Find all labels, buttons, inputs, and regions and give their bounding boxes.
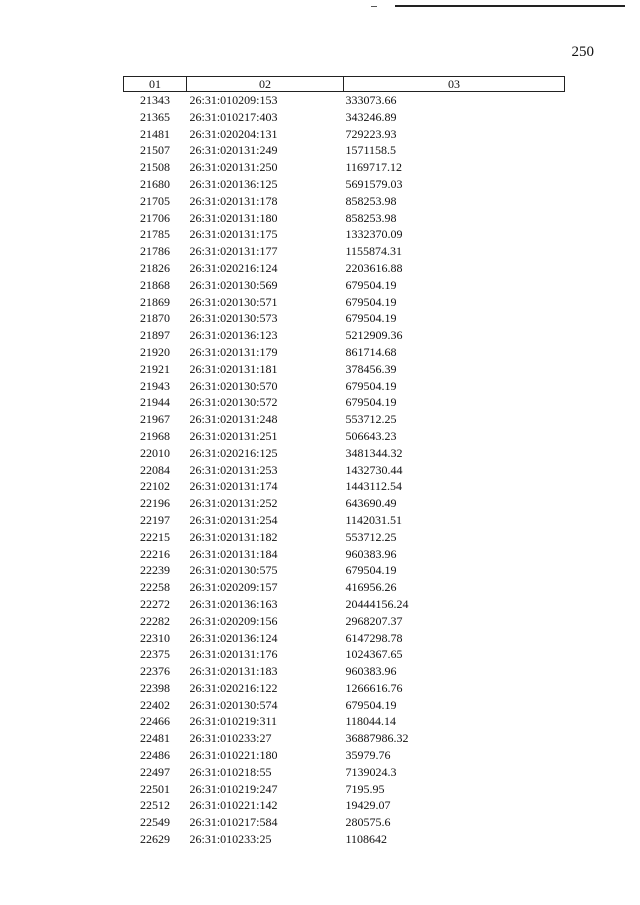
cell-cadastral-number: 26:31:020130:569 bbox=[189, 277, 278, 292]
table-row bbox=[124, 361, 565, 378]
cell-id: 21943 bbox=[140, 378, 170, 393]
cell-cadastral-number: 26:31:020131:178 bbox=[189, 193, 278, 208]
cell-id: 21920 bbox=[140, 344, 170, 359]
cell-id: 22310 bbox=[140, 630, 170, 645]
table-row bbox=[124, 495, 565, 512]
cell-value: 2968207.37 bbox=[345, 613, 403, 628]
cell-value: 36887986.32 bbox=[345, 731, 409, 746]
cell-value: 679504.19 bbox=[345, 294, 397, 309]
cell-value: 19429.07 bbox=[345, 798, 391, 813]
cell-cadastral-number: 26:31:020131:184 bbox=[189, 546, 278, 561]
cell-cadastral-number: 26:31:010217:584 bbox=[189, 815, 278, 830]
table-row bbox=[124, 193, 565, 210]
table-row bbox=[124, 781, 565, 798]
cell-id: 21785 bbox=[140, 227, 170, 242]
cell-cadastral-number: 26:31:020131:248 bbox=[189, 412, 278, 427]
cell-cadastral-number: 26:31:010221:180 bbox=[189, 748, 278, 763]
table-row bbox=[124, 243, 565, 260]
cell-cadastral-number: 26:31:020136:124 bbox=[189, 630, 278, 645]
cell-cadastral-number: 26:31:020136:123 bbox=[189, 328, 278, 343]
table-row bbox=[124, 478, 565, 495]
cell-id: 22196 bbox=[140, 496, 170, 511]
cell-value: 960383.96 bbox=[345, 664, 397, 679]
table-row bbox=[124, 394, 565, 411]
cell-id: 22272 bbox=[140, 596, 170, 611]
cell-cadastral-number: 26:31:020136:125 bbox=[189, 176, 278, 191]
table-row bbox=[124, 277, 565, 294]
cell-cadastral-number: 26:31:020130:575 bbox=[189, 563, 278, 578]
cell-cadastral-number: 26:31:020216:122 bbox=[189, 680, 278, 695]
cell-value: 553712.25 bbox=[345, 412, 397, 427]
cell-cadastral-number: 26:31:010219:247 bbox=[189, 781, 278, 796]
header-row bbox=[124, 77, 565, 92]
cell-cadastral-number: 26:31:020131:181 bbox=[189, 361, 278, 376]
cell-value: 1266616.76 bbox=[345, 680, 403, 695]
table-body bbox=[124, 92, 565, 848]
cell-id: 22084 bbox=[140, 462, 170, 477]
cell-value: 20444156.24 bbox=[345, 596, 409, 611]
table-row bbox=[124, 596, 565, 613]
cell-value: 1142031.51 bbox=[345, 512, 403, 527]
cell-value: 7195.95 bbox=[345, 781, 385, 796]
table-header bbox=[124, 77, 565, 92]
table-row bbox=[124, 260, 565, 277]
cell-cadastral-number: 26:31:020216:124 bbox=[189, 260, 278, 275]
table-row bbox=[124, 663, 565, 680]
cell-value: 729223.93 bbox=[345, 126, 397, 141]
cell-cadastral-number: 26:31:020131:182 bbox=[189, 529, 278, 544]
cell-value: 679504.19 bbox=[345, 311, 397, 326]
cell-value: 679504.19 bbox=[345, 378, 397, 393]
table-row bbox=[124, 814, 565, 831]
cell-id: 22481 bbox=[140, 731, 170, 746]
table-row bbox=[124, 697, 565, 714]
cell-value: 5212909.36 bbox=[345, 328, 403, 343]
cell-value: 1108642 bbox=[345, 832, 388, 847]
table-row bbox=[124, 294, 565, 311]
cell-id: 21869 bbox=[140, 294, 170, 309]
cell-id: 22549 bbox=[140, 815, 170, 830]
cell-id: 21706 bbox=[140, 210, 170, 225]
cell-value: 1332370.09 bbox=[345, 227, 403, 242]
cell-id: 21944 bbox=[140, 395, 170, 410]
cell-id: 21680 bbox=[140, 176, 170, 191]
cell-id: 22501 bbox=[140, 781, 170, 796]
cell-cadastral-number: 26:31:020131:253 bbox=[189, 462, 278, 477]
cell-cadastral-number: 26:31:020130:570 bbox=[189, 378, 278, 393]
cell-id: 22398 bbox=[140, 680, 170, 695]
cell-value: 378456.39 bbox=[345, 361, 397, 376]
cell-value: 3481344.32 bbox=[345, 445, 403, 460]
cell-cadastral-number: 26:31:020131:177 bbox=[189, 244, 278, 259]
cell-value: 679504.19 bbox=[345, 563, 397, 578]
cell-cadastral-number: 26:31:010221:142 bbox=[189, 798, 278, 813]
cell-cadastral-number: 26:31:020136:163 bbox=[189, 596, 278, 611]
table-row bbox=[124, 462, 565, 479]
cell-value: 1432730.44 bbox=[345, 462, 403, 477]
table-row bbox=[124, 831, 565, 848]
cell-value: 280575.6 bbox=[345, 815, 391, 830]
cell-id: 22376 bbox=[140, 664, 170, 679]
cell-id: 22466 bbox=[140, 714, 170, 729]
cell-value: 960383.96 bbox=[345, 546, 397, 561]
cell-value: 7139024.3 bbox=[345, 764, 397, 779]
table-row bbox=[124, 411, 565, 428]
cell-id: 22497 bbox=[140, 764, 170, 779]
table-row bbox=[124, 310, 565, 327]
cell-id: 21968 bbox=[140, 428, 170, 443]
cell-id: 21508 bbox=[140, 160, 170, 175]
table-row bbox=[124, 226, 565, 243]
cell-cadastral-number: 26:31:020216:125 bbox=[189, 445, 278, 460]
cell-id: 22486 bbox=[140, 748, 170, 763]
table-row bbox=[124, 764, 565, 781]
cell-value: 333073.66 bbox=[345, 93, 397, 107]
cell-id: 22215 bbox=[140, 529, 170, 544]
cell-cadastral-number: 26:31:020131:183 bbox=[189, 664, 278, 679]
cell-cadastral-number: 26:31:020131:180 bbox=[189, 210, 278, 225]
cell-cadastral-number: 26:31:010233:25 bbox=[189, 832, 272, 847]
table-row bbox=[124, 445, 565, 462]
cell-id: 21365 bbox=[140, 109, 170, 124]
table-row bbox=[124, 747, 565, 764]
cell-id: 21870 bbox=[140, 311, 170, 326]
cell-id: 21507 bbox=[140, 143, 170, 158]
column-header-03: 03 bbox=[344, 77, 565, 92]
table-row bbox=[124, 630, 565, 647]
cell-cadastral-number: 26:31:010233:27 bbox=[189, 731, 272, 746]
data-table bbox=[123, 76, 565, 848]
table-row bbox=[124, 613, 565, 630]
table-row bbox=[124, 327, 565, 344]
table-row bbox=[124, 176, 565, 193]
cell-cadastral-number: 26:31:020209:157 bbox=[189, 580, 278, 595]
cell-cadastral-number: 26:31:020130:574 bbox=[189, 697, 278, 712]
cell-id: 22239 bbox=[140, 563, 170, 578]
table-row bbox=[124, 730, 565, 747]
table-row bbox=[124, 92, 565, 109]
table-row bbox=[124, 529, 565, 546]
cell-cadastral-number: 26:31:020209:156 bbox=[189, 613, 278, 628]
cell-id: 22629 bbox=[140, 832, 170, 847]
table-row bbox=[124, 344, 565, 361]
cell-id: 22010 bbox=[140, 445, 170, 460]
cell-value: 1571158.5 bbox=[345, 143, 397, 158]
cell-id: 21921 bbox=[140, 361, 170, 376]
cell-id: 21967 bbox=[140, 412, 170, 427]
cell-cadastral-number: 26:31:020131:175 bbox=[189, 227, 278, 242]
header-mark bbox=[371, 6, 377, 7]
table-row bbox=[124, 713, 565, 730]
cell-id: 21826 bbox=[140, 260, 170, 275]
table-row bbox=[124, 126, 565, 143]
cell-id: 21343 bbox=[140, 93, 170, 107]
table-row bbox=[124, 546, 565, 563]
cell-value: 1443112.54 bbox=[345, 479, 403, 494]
cell-value: 679504.19 bbox=[345, 395, 397, 410]
table-row bbox=[124, 159, 565, 176]
column-header-01: 01 bbox=[124, 77, 187, 92]
cell-value: 5691579.03 bbox=[345, 176, 403, 191]
cell-id: 22216 bbox=[140, 546, 170, 561]
table-row bbox=[124, 562, 565, 579]
cell-id: 21897 bbox=[140, 328, 170, 343]
cell-cadastral-number: 26:31:020130:571 bbox=[189, 294, 278, 309]
cell-value: 343246.89 bbox=[345, 109, 397, 124]
table-row bbox=[124, 579, 565, 596]
cell-cadastral-number: 26:31:020204:131 bbox=[189, 126, 278, 141]
cell-value: 35979.76 bbox=[345, 748, 391, 763]
cell-value: 643690.49 bbox=[345, 496, 397, 511]
cell-value: 1169717.12 bbox=[345, 160, 403, 175]
cell-id: 22102 bbox=[140, 479, 170, 494]
cell-cadastral-number: 26:31:010219:311 bbox=[189, 714, 278, 729]
cell-value: 858253.98 bbox=[345, 193, 397, 208]
cell-value: 553712.25 bbox=[345, 529, 397, 544]
cell-id: 21481 bbox=[140, 126, 170, 141]
cell-cadastral-number: 26:31:020131:254 bbox=[189, 512, 278, 527]
cell-id: 22282 bbox=[140, 613, 170, 628]
cell-value: 2203616.88 bbox=[345, 260, 403, 275]
cell-cadastral-number: 26:31:020131:252 bbox=[189, 496, 278, 511]
table-row bbox=[124, 428, 565, 445]
cell-id: 21786 bbox=[140, 244, 170, 259]
cell-id: 21705 bbox=[140, 193, 170, 208]
cell-value: 416956.26 bbox=[345, 580, 397, 595]
cell-cadastral-number: 26:31:020131:251 bbox=[189, 428, 278, 443]
cell-cadastral-number: 26:31:020131:249 bbox=[189, 143, 278, 158]
cell-value: 1024367.65 bbox=[345, 647, 403, 662]
cell-value: 506643.23 bbox=[345, 428, 397, 443]
cell-id: 22258 bbox=[140, 580, 170, 595]
cell-cadastral-number: 26:31:010209:153 bbox=[189, 93, 278, 107]
cell-value: 679504.19 bbox=[345, 697, 397, 712]
table-row bbox=[124, 378, 565, 395]
cell-cadastral-number: 26:31:010217:403 bbox=[189, 109, 278, 124]
table-row bbox=[124, 680, 565, 697]
cell-cadastral-number: 26:31:020131:250 bbox=[189, 160, 278, 175]
table-row bbox=[124, 646, 565, 663]
cell-value: 679504.19 bbox=[345, 277, 397, 292]
cell-value: 861714.68 bbox=[345, 344, 397, 359]
cell-cadastral-number: 26:31:010218:55 bbox=[189, 764, 272, 779]
cell-id: 22512 bbox=[140, 798, 170, 813]
cell-cadastral-number: 26:31:020131:176 bbox=[189, 647, 278, 662]
cell-cadastral-number: 26:31:020131:174 bbox=[189, 479, 278, 494]
cell-cadastral-number: 26:31:020130:573 bbox=[189, 311, 278, 326]
table-row bbox=[124, 210, 565, 227]
cell-id: 22197 bbox=[140, 512, 170, 527]
table-row bbox=[124, 512, 565, 529]
cell-value: 1155874.31 bbox=[345, 244, 403, 259]
table-row bbox=[124, 109, 565, 126]
cell-cadastral-number: 26:31:020131:179 bbox=[189, 344, 278, 359]
column-header-02: 02 bbox=[187, 77, 344, 92]
cell-value: 858253.98 bbox=[345, 210, 397, 225]
cell-value: 118044.14 bbox=[345, 714, 397, 729]
table-row bbox=[124, 142, 565, 159]
cell-id: 22402 bbox=[140, 697, 170, 712]
cell-value: 6147298.78 bbox=[345, 630, 403, 645]
table-row bbox=[124, 797, 565, 814]
page-number: 250 bbox=[571, 44, 594, 60]
cell-id: 21868 bbox=[140, 277, 170, 292]
cell-id: 22375 bbox=[140, 647, 170, 662]
header-rule bbox=[395, 5, 625, 7]
cell-cadastral-number: 26:31:020130:572 bbox=[189, 395, 278, 410]
